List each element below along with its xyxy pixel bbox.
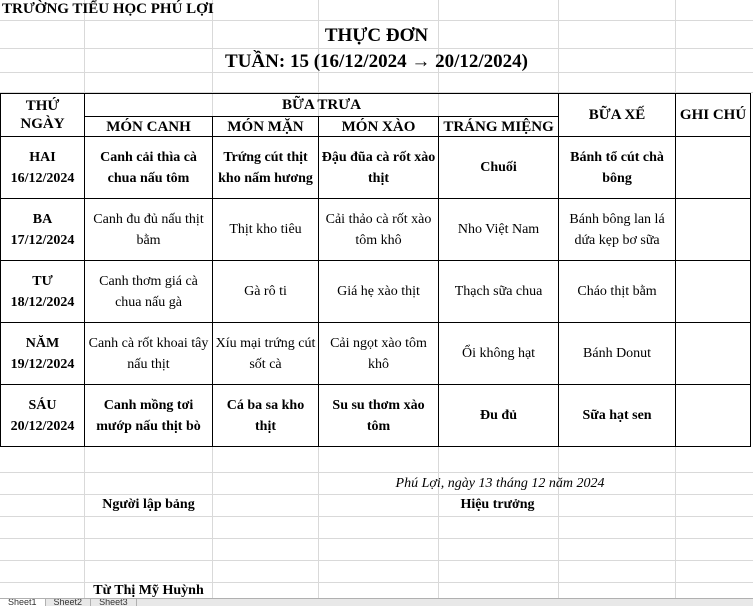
dessert-cell[interactable]: Ổi không hạt [439, 323, 559, 385]
dessert-header: TRÁNG MIỆNG [439, 117, 559, 137]
salty-cell[interactable]: Cá ba sa kho thịt [213, 385, 319, 447]
school-name: TRƯỜNG TIỂU HỌC PHÚ LỢI [2, 1, 214, 17]
day-cell[interactable]: NĂM 19/12/2024 [1, 323, 85, 385]
snack-cell[interactable]: Cháo thịt bằm [559, 261, 676, 323]
week-range: TUẦN: 15 (16/12/2024 → 20/12/2024) [225, 51, 528, 72]
note-cell[interactable] [676, 385, 751, 447]
salty-header: MÓN MẶN [213, 117, 319, 137]
dessert-cell[interactable]: Nho Việt Nam [439, 199, 559, 261]
stirfry-cell[interactable]: Cải thảo cà rốt xào tôm khô [319, 199, 439, 261]
dessert-cell[interactable]: Thạch sữa chua [439, 261, 559, 323]
soup-cell[interactable]: Canh mồng tơi mướp nấu thịt bò [85, 385, 213, 447]
salty-cell[interactable]: Gà rô ti [213, 261, 319, 323]
sheet-tab[interactable]: Sheet2 [46, 599, 92, 606]
soup-cell[interactable]: Canh cải thìa cà chua nấu tôm [85, 137, 213, 199]
dessert-cell[interactable]: Chuối [439, 137, 559, 199]
stirfry-cell[interactable]: Đậu đũa cà rốt xào thịt [319, 137, 439, 199]
table-row [1, 137, 751, 199]
day-cell[interactable]: TƯ 18/12/2024 [1, 261, 85, 323]
preparer-title: Người lập bảng [102, 497, 195, 512]
soup-header: MÓN CANH [85, 117, 213, 137]
note-cell[interactable] [676, 323, 751, 385]
snack-cell[interactable]: Bánh Donut [559, 323, 676, 385]
menu-table [0, 93, 751, 447]
place-date: Phú Lợi, ngày 13 tháng 12 năm 2024 [395, 476, 605, 491]
soup-cell[interactable]: Canh đu đủ nấu thịt bằm [85, 199, 213, 261]
salty-cell[interactable]: Trứng cút thịt kho nấm hương [213, 137, 319, 199]
lunch-header: BỮA TRƯA [85, 94, 559, 117]
salty-cell[interactable]: Thịt kho tiêu [213, 199, 319, 261]
note-cell[interactable] [676, 199, 751, 261]
day-column-header: THỨ NGÀY [1, 94, 85, 137]
table-row [1, 199, 751, 261]
stirfry-cell[interactable]: Su su thơm xào tôm [319, 385, 439, 447]
salty-cell[interactable]: Xíu mại trứng cút sốt cà [213, 323, 319, 385]
note-cell[interactable] [676, 137, 751, 199]
dessert-cell[interactable]: Đu đủ [439, 385, 559, 447]
snack-cell[interactable]: Bánh bông lan lá dứa kẹp bơ sữa [559, 199, 676, 261]
table-row [1, 261, 751, 323]
soup-cell[interactable]: Canh cà rốt khoai tây nấu thịt [85, 323, 213, 385]
snack-cell[interactable]: Sữa hạt sen [559, 385, 676, 447]
day-cell[interactable]: BA 17/12/2024 [1, 199, 85, 261]
day-cell[interactable]: HAI 16/12/2024 [1, 137, 85, 199]
stirfry-cell[interactable]: Cải ngọt xào tôm khô [319, 323, 439, 385]
preparer-name: Từ Thị Mỹ Huỳnh [93, 583, 204, 598]
table-row [1, 385, 751, 447]
stirfry-cell[interactable]: Giá hẹ xào thịt [319, 261, 439, 323]
sheet-tab[interactable]: Sheet3 [91, 599, 137, 606]
note-cell[interactable] [676, 261, 751, 323]
note-header: GHI CHÚ [676, 94, 751, 137]
soup-cell[interactable]: Canh thơm giá cà chua nấu gà [85, 261, 213, 323]
sheet-tab[interactable]: Sheet1 [0, 599, 46, 606]
snack-header: BỮA XẾ [559, 94, 676, 137]
menu-title: THỰC ĐƠN [324, 25, 429, 46]
principal-title: Hiệu trưởng [460, 497, 535, 512]
day-cell[interactable]: SÁU 20/12/2024 [1, 385, 85, 447]
table-row [1, 323, 751, 385]
stirfry-header: MÓN XÀO [319, 117, 439, 137]
snack-cell[interactable]: Bánh tổ cút chà bông [559, 137, 676, 199]
